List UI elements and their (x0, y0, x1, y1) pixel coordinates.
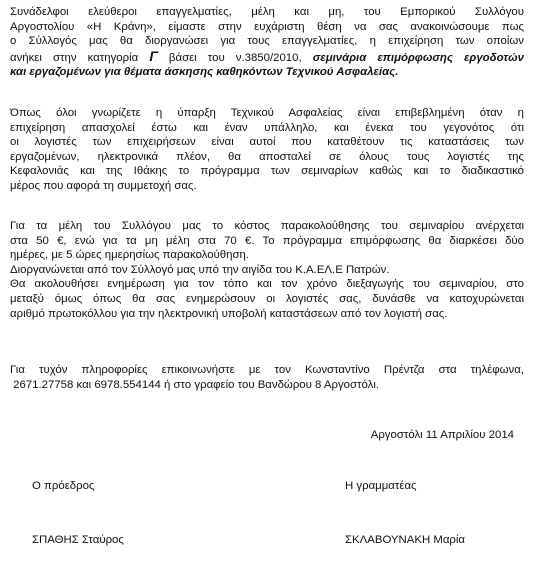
cost-paragraph (10, 219, 524, 321)
intro-line-5 (10, 65, 524, 80)
safety-line-3: οι λογιστές των επιχειρήσεων είναι αυτοί που καταθέτουν τις καταστάσεις των (10, 136, 524, 149)
intro-line-2: Αργοστολίου «Η Κράνη», είμαστε στην ευχάριστη θέση να σας ανακοινώσουμε πως (10, 20, 524, 33)
secretary-title: Η γραμματέας (345, 480, 417, 492)
safety-line-6: μέρος που αφορά τη συμμετοχή σας. (10, 179, 197, 192)
intro-line-1: Συνάδελφοι ελεύθεροι επαγγελματίες, μέλη και μη, του Εμπορικού Συλλόγου (10, 6, 524, 18)
safety-paragraph (10, 106, 524, 194)
safety-line-5: Κεφαλονιάς και της Ιθάκης το πρόγραμμα των σεμιναρίων καθώς και το διαδικαστικό (10, 165, 524, 178)
cost-line-6: μεταξύ όμως όπως θα σας ενημερώσουν οι λογιστές σας, δυνάσθε να κατοχυρώνεται (10, 292, 524, 305)
intro-law-reference: βάσει του ν.3850/2010, (157, 51, 313, 64)
cost-line-7: αριθμό πρωτοκόλλου για την ηλεκτρονική υποβολή καταστάσεων από τον λογιστή σας. (10, 307, 448, 320)
intro-category-prefix: ανήκει στην κατηγορία (10, 51, 150, 64)
contact-paragraph (10, 363, 524, 392)
safety-line-1: Όπως όλοι γνωρίζετε η ύπαρξη Τεχνικού Ασφαλείας είναι επιβεβλημένη όταν η (10, 107, 524, 119)
contact-line-1: Για τυχόν πληροφορίες επικοινωνήστε με τον Κωνσταντίνο Πρέντζα στα τηλέφωνα, (10, 364, 524, 376)
safety-line-2: επιχείρηση απασχολεί έστω και έναν υπάλληλο, και ένεκα του γεγονότος ότι (10, 121, 524, 134)
intro-paragraph (10, 5, 524, 80)
safety-line-4: εργαζομένων, ηλεκτρονικά πλέον, θα αποσταλεί σε όλους τους λογιστές της (10, 150, 524, 163)
intro-line-4 (10, 49, 524, 66)
cost-line-4: Διοργανώνεται από τον Σύλλογό μας υπό την αιγίδα του Κ.Α.ΕΛ.Ε Πατρών. (10, 263, 390, 276)
seminar-title-part-2: και εργαζομένων για θέματα άσκησης καθηκόντων Τεχνικού Ασφαλείας. (10, 66, 399, 79)
seminar-title-part-1: σεμινάρια επιμόρφωσης εργοδοτών (312, 51, 524, 64)
cost-line-1: Για τα μέλη του Συλλόγου μας το κόστος παρακολούθησης του σεμιναρίου ανέρχεται (10, 220, 524, 232)
intro-line-3: ο Σύλλογός μας θα διοργανώσει για τους επαγγελματίες, η επιχείρηση των οποίων (10, 35, 524, 48)
secretary-name: ΣΚΛΑΒΟΥΝΑΚΗ Μαρία (345, 534, 466, 546)
cost-line-3: ημέρες, με 5 ώρες ημερησίως παρακολούθηση. (10, 249, 249, 262)
letter-date: Αργοστόλι 11 Απριλίου 2014 (370, 429, 514, 441)
president-name: ΣΠΑΘΗΣ Σταύρος (32, 534, 124, 546)
cost-line-5: Θα ακολουθήσει ενημέρωση για τον τόπο και τον χρόνο διεξαγωγής του σεμιναρίου, στο (10, 278, 524, 291)
category-gamma: Γ (149, 47, 158, 64)
contact-line-2: 2671.27758 και 6978.554144 ή στο γραφείο του Βανδώρου 8 Αργοστόλι. (10, 378, 380, 391)
cost-line-2: στα 50 €, ενώ για τα μη μέλη στα 70 €. Το πρόγραμμα επιμόρφωσης θα διαρκέσει δύο (10, 234, 524, 247)
president-title: Ο πρόεδρος (32, 480, 95, 492)
